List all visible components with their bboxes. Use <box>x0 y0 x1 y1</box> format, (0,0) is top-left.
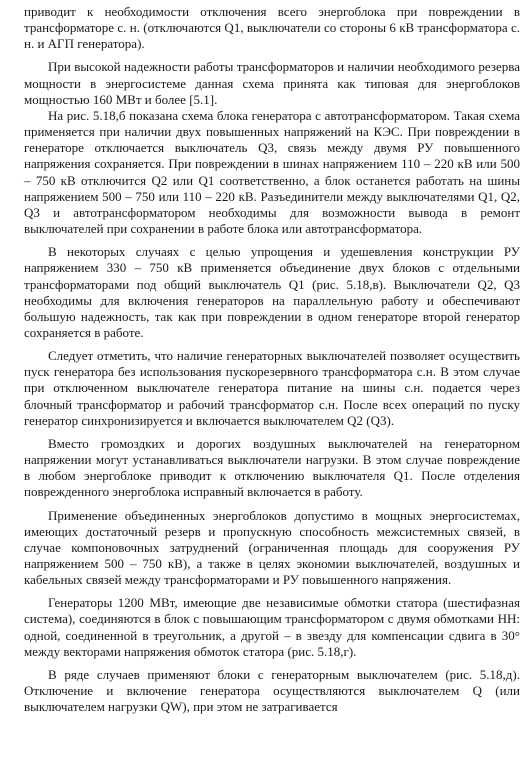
paragraph-load-switches: Вместо громоздких и дорогих воздушных выключателей на генераторном напряжении могут устанавливаться выключатели нагрузки. В этом случае повреждение в любом энергоблоке приводит к отключению выключателя Q1. После отделения поврежденного энергоблока исправный включается в работу. <box>24 435 520 500</box>
paragraph-generator-startup: Следует отметить, что наличие генераторных выключателей позволяет осуществить пуск генератора без использования пускорезервного трансформатора с.н. В этом случае при отключенном выключателе генератора питание на шины с.н. подается через блочный трансформатор и рабочий трансформатор с.н. После всех операций по пуску генератор синхронизируется и включается выключателем Q2 (Q3). <box>24 348 520 428</box>
paragraph-combined-blocks: В некоторых случаях с целью упрощения и удешевления конструкции РУ напряжением 330 – 750 кВ применяется объединение двух блоков с отдельными трансформаторами под общий выключатель Q1 (рис. 5.18,в). Выключатели Q2, Q3 необходимы для включения генераторов на параллельную работу и обеспечивают большую надежность, так как при повреждении в одном генераторе второй генератор сохраняется в работе. <box>24 244 520 340</box>
paragraph-generator-breaker: В ряде случаев применяют блоки с генераторным выключателем (рис. 5.18,д). Отключение и включение генератора осуществляются выключателем Q (или выключателем нагрузки QW), при этом не затрагивается <box>24 666 520 715</box>
paragraph-autotransformer-scheme: На рис. 5.18,б показана схема блока генератора с автотрансформатором. Такая схема применяется при наличии двух повышенных напряжений на КЭС. При повреждении в генераторе отключается выключатель Q3, связь между двумя РУ повышенного напряжения сохраняется. При повреждении в шинах напряжением 110 – 220 кВ или 500 – 750 кВ отключится Q2 или Q1 соответственно, а блок останется работать на шины напряжением 500 – 750 или 110 – 220 кВ. Разъединители между выключателями Q1, Q2, Q3 и автотрансформатором необходимы для возможности вывода в ремонт выключателей при сохранении в работе блока или автотрансформатора. <box>24 107 520 237</box>
paragraph-1200mw-generators: Генераторы 1200 МВт, имеющие две независимые обмотки статора (шестифазная система), соединяются в блок с повышающим трансформатором с двумя обмотками НН: одной, соединенной в треугольник, а другой – в звезду для компенсации сдвига в 30° между векторами напряжения обмоток статора (рис. 5.18,г). <box>24 595 520 659</box>
paragraph-continuation: приводит к необходимости отключения всего энергоблока при повреждении в трансформаторе с. н. (отключаются Q1, выключатели со стороны 6 кВ трансформатора с. н. и АГП генератора). <box>24 4 520 52</box>
paragraph-combined-application: Применение объединенных энергоблоков допустимо в мощных энергосистемах, имеющих достаточный резерв и пропускную способность межсистемных связей, в случае компоновочных затруднений (ограниченная площадь для сооружения РУ напряжением 500 – 750 кВ), а также в целях экономии выключателей, воздушных и кабельных связей между трансформаторами и РУ повышенного напряжения. <box>24 507 520 588</box>
paragraph-typical-scheme: При высокой надежности работы трансформаторов и наличии необходимого резерва мощности в энергосистеме данная схема принята как типовая для энергоблоков мощностью 160 МВт и более [5.1]. <box>24 59 520 107</box>
